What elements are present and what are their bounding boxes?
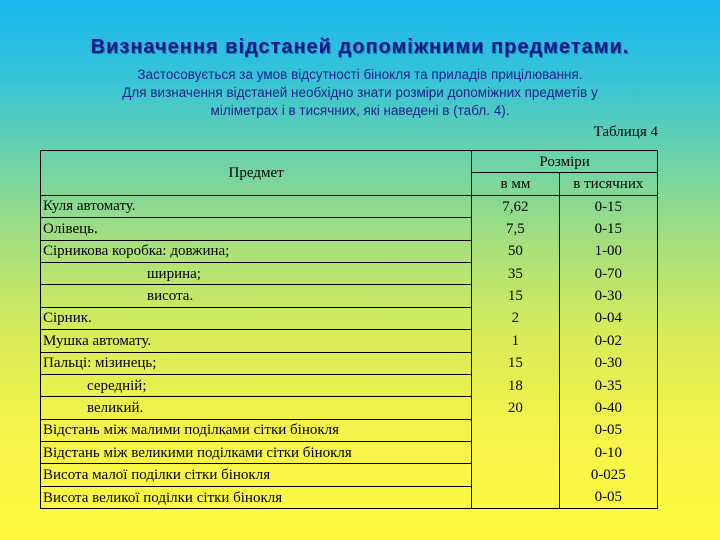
- table-row: [41, 397, 658, 419]
- cell-item: Відстань між великими поділками сітки бінокля: [41, 442, 472, 464]
- table-row: [41, 442, 658, 464]
- cell-thousandths: 0-05: [559, 419, 657, 441]
- intro-text: [40, 66, 680, 120]
- cell-thousandths: 0-025: [559, 464, 657, 486]
- table-row: [41, 419, 658, 441]
- page-title: Визначення відстаней допоміжними предметами.: [90, 36, 630, 58]
- cell-item: Куля автомату.: [41, 195, 472, 217]
- header-sizes: Розміри: [472, 151, 658, 173]
- cell-item: Мушка автомату.: [41, 330, 472, 352]
- table-row: [41, 195, 658, 217]
- table-caption: Таблиця 4: [593, 124, 658, 140]
- table-row: [41, 285, 658, 307]
- table-row: [41, 352, 658, 374]
- table-row: [41, 486, 658, 508]
- cell-thousandths: 0-04: [559, 307, 657, 329]
- cell-thousandths: 0-10: [559, 442, 657, 464]
- cell-item: Відстань між малими поділками сітки бінокля: [41, 419, 472, 441]
- cell-mm: 18: [472, 374, 559, 396]
- intro-line: міліметрах і в тисячних, які наведені в (табл. 4).: [210, 103, 510, 118]
- cell-mm: 1: [472, 330, 559, 352]
- cell-mm: 15: [472, 352, 559, 374]
- cell-mm: 15: [472, 285, 559, 307]
- cell-mm: 2: [472, 307, 559, 329]
- table-row: [41, 330, 658, 352]
- cell-mm: 20: [472, 397, 559, 419]
- cell-thousandths: 0-05: [559, 486, 657, 508]
- cell-item: Висота великої поділки сітки бінокля: [41, 486, 472, 508]
- cell-thousandths: 1-00: [559, 240, 657, 262]
- table-row: [41, 374, 658, 396]
- header-thousandths: в тисячних: [559, 173, 657, 195]
- cell-item: Пальці: мізинець;: [41, 352, 472, 374]
- cell-mm: [472, 464, 559, 486]
- cell-thousandths: 0-02: [559, 330, 657, 352]
- cell-mm: 35: [472, 262, 559, 284]
- cell-thousandths: 0-15: [559, 218, 657, 240]
- cell-item: великий.: [41, 397, 472, 419]
- cell-mm: [472, 486, 559, 508]
- distance-table: [40, 150, 658, 509]
- table-row: [41, 307, 658, 329]
- table-row: [41, 240, 658, 262]
- cell-thousandths: 0-30: [559, 285, 657, 307]
- cell-thousandths: 0-40: [559, 397, 657, 419]
- table-row: [41, 464, 658, 486]
- cell-item: Висота малої поділки сітки бінокля: [41, 464, 472, 486]
- cell-mm: 7,5: [472, 218, 559, 240]
- cell-thousandths: 0-30: [559, 352, 657, 374]
- cell-mm: [472, 419, 559, 441]
- cell-mm: 7,62: [472, 195, 559, 217]
- cell-item: Олівець.: [41, 218, 472, 240]
- cell-mm: 50: [472, 240, 559, 262]
- header-mm: в мм: [472, 173, 559, 195]
- intro-line: Для визначення відстаней необхідно знати розміри допоміжних предметів у: [122, 85, 598, 100]
- cell-item: висота.: [41, 285, 472, 307]
- table-row: [41, 218, 658, 240]
- cell-thousandths: 0-70: [559, 262, 657, 284]
- cell-thousandths: 0-15: [559, 195, 657, 217]
- table-row: [41, 262, 658, 284]
- cell-item: Сірникова коробка: довжина;: [41, 240, 472, 262]
- intro-line: Застосовується за умов відсутності бінокля та приладів прицілювання.: [137, 67, 583, 82]
- cell-item: середній;: [41, 374, 472, 396]
- cell-item: Сірник.: [41, 307, 472, 329]
- cell-item: ширина;: [41, 262, 472, 284]
- header-item: Предмет: [41, 151, 472, 196]
- cell-thousandths: 0-35: [559, 374, 657, 396]
- cell-mm: [472, 442, 559, 464]
